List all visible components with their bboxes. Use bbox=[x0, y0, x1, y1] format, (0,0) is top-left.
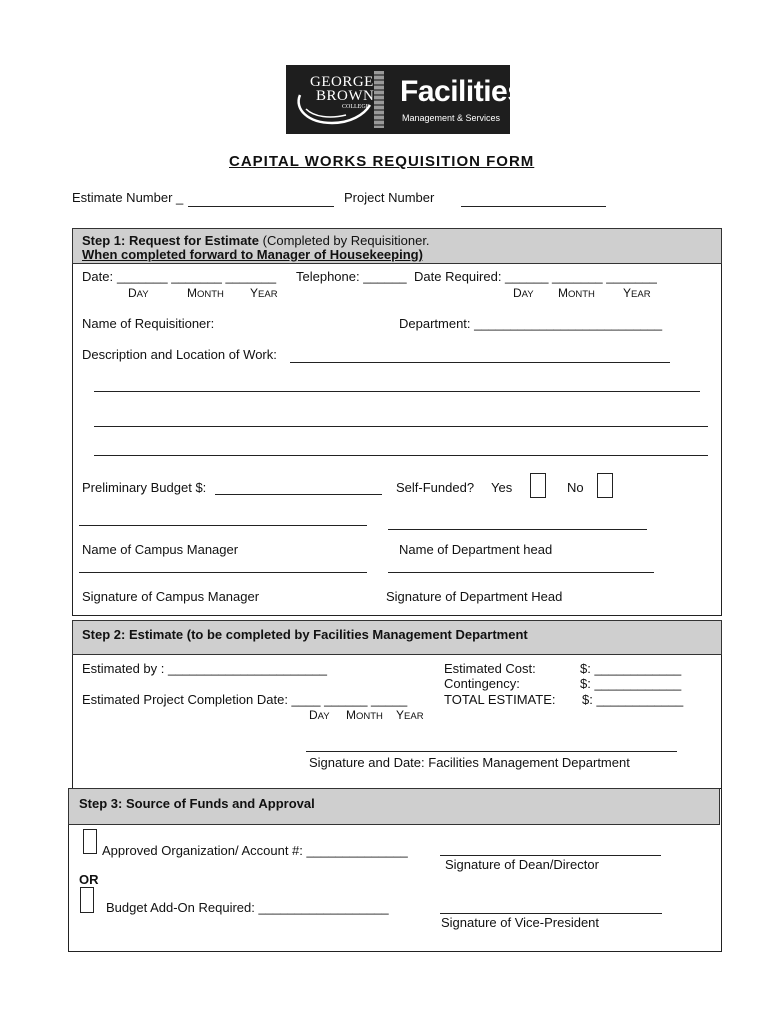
contingency-field[interactable]: $: ____________ bbox=[580, 676, 682, 691]
estimated-cost-label: Estimated Cost: bbox=[444, 661, 536, 676]
estimate-number-field[interactable] bbox=[188, 206, 334, 207]
date-required-month-caption: MONTH bbox=[558, 286, 595, 300]
description-line-1[interactable] bbox=[290, 362, 670, 363]
completion-day-caption: DAY bbox=[309, 708, 330, 722]
date-label: Date: bbox=[82, 269, 114, 284]
telephone-field[interactable]: Telephone: ______ bbox=[296, 269, 407, 284]
completion-month-caption: MONTH bbox=[346, 708, 383, 722]
date-required-day-caption: DAY bbox=[513, 286, 534, 300]
self-funded-no-checkbox[interactable] bbox=[597, 473, 613, 498]
college-name-line2: BROWN bbox=[316, 88, 375, 104]
no-label: No bbox=[567, 480, 584, 495]
vp-signature-label: Signature of Vice-President bbox=[441, 915, 600, 930]
budget-addon-checkbox[interactable] bbox=[80, 887, 94, 913]
logo-dept-subtitle: Management & Services bbox=[402, 113, 501, 123]
estimated-by-field[interactable]: Estimated by : ______________________ bbox=[82, 661, 328, 676]
approved-organization-checkbox[interactable] bbox=[83, 829, 97, 854]
approved-organization-field[interactable]: Approved Organization/ Account #: ______________ bbox=[102, 843, 408, 858]
date-field[interactable]: _______ _______ _______ bbox=[117, 269, 277, 284]
campus-manager-name-line[interactable] bbox=[79, 525, 367, 526]
logo-stripe bbox=[374, 71, 384, 128]
self-funded-label: Self-Funded? bbox=[396, 480, 475, 495]
budget-field[interactable] bbox=[215, 494, 382, 495]
logo-dept-title: Facilities bbox=[400, 75, 524, 108]
step3-heading: Step 3: Source of Funds and Approval bbox=[79, 796, 315, 811]
department-head-signature-line[interactable] bbox=[388, 572, 654, 573]
department-head-name-line[interactable] bbox=[388, 529, 647, 530]
project-number-field[interactable] bbox=[461, 206, 606, 207]
budget-label: Preliminary Budget $: bbox=[82, 480, 207, 495]
facilities-signature-label: Signature and Date: Facilities Management Department bbox=[309, 755, 630, 770]
college-logo bbox=[286, 65, 524, 134]
date-month-caption: MONTH bbox=[187, 286, 224, 300]
college-tag: COLLEGE bbox=[342, 104, 370, 110]
yes-label: Yes bbox=[491, 480, 513, 495]
requisitioner-label: Name of Requisitioner: bbox=[82, 316, 215, 331]
or-label: OR bbox=[79, 872, 99, 887]
description-label: Description and Location of Work: bbox=[82, 347, 277, 362]
description-line-4[interactable] bbox=[94, 455, 708, 456]
department-field[interactable]: Department: __________________________ bbox=[399, 316, 663, 331]
date-year-caption: YEAR bbox=[250, 286, 278, 300]
date-required-field[interactable]: Date Required: ______ _______ _______ bbox=[414, 269, 657, 284]
department-head-signature-label: Signature of Department Head bbox=[386, 589, 563, 604]
budget-addon-field[interactable]: Budget Add-On Required: __________________ bbox=[106, 900, 389, 915]
date-required-year-caption: YEAR bbox=[623, 286, 651, 300]
campus-manager-name-label: Name of Campus Manager bbox=[82, 542, 239, 557]
description-line-3[interactable] bbox=[94, 426, 708, 427]
description-line-2[interactable] bbox=[94, 391, 700, 392]
step2-heading: Step 2: Estimate (to be completed by Facilities Management Department bbox=[82, 627, 528, 642]
college-name-line1: GEORGE bbox=[310, 74, 374, 90]
step1-heading-note: (Completed by Requisitioner. bbox=[262, 233, 430, 248]
total-estimate-field[interactable]: $: ____________ bbox=[582, 692, 684, 707]
step1-heading bbox=[82, 233, 430, 248]
step1-heading-bold: Step 1: Request for Estimate bbox=[82, 233, 259, 248]
self-funded-yes-checkbox[interactable] bbox=[530, 473, 546, 498]
vp-signature-line[interactable] bbox=[440, 913, 662, 914]
total-estimate-label: TOTAL ESTIMATE: bbox=[444, 692, 556, 707]
campus-manager-signature-line[interactable] bbox=[79, 572, 367, 573]
campus-manager-signature-label: Signature of Campus Manager bbox=[82, 589, 260, 604]
completion-year-caption: YEAR bbox=[396, 708, 424, 722]
dean-signature-label: Signature of Dean/Director bbox=[445, 857, 599, 872]
estimate-number-label: Estimate Number _ bbox=[72, 190, 184, 205]
estimated-cost-field[interactable]: $: ____________ bbox=[580, 661, 682, 676]
department-head-name-label: Name of Department head bbox=[399, 542, 553, 557]
step1-subheading: When completed forward to Manager of Housekeeping) bbox=[82, 247, 423, 262]
completion-date-field[interactable]: Estimated Project Completion Date: ____ ______ _____ bbox=[82, 692, 408, 707]
date-day-caption: DAY bbox=[128, 286, 149, 300]
dean-signature-line[interactable] bbox=[440, 855, 661, 856]
project-number-label: Project Number bbox=[344, 190, 435, 205]
contingency-label: Contingency: bbox=[444, 676, 520, 691]
form-title: CAPITAL WORKS REQUISITION FORM bbox=[229, 153, 535, 170]
facilities-signature-line[interactable] bbox=[306, 751, 677, 752]
